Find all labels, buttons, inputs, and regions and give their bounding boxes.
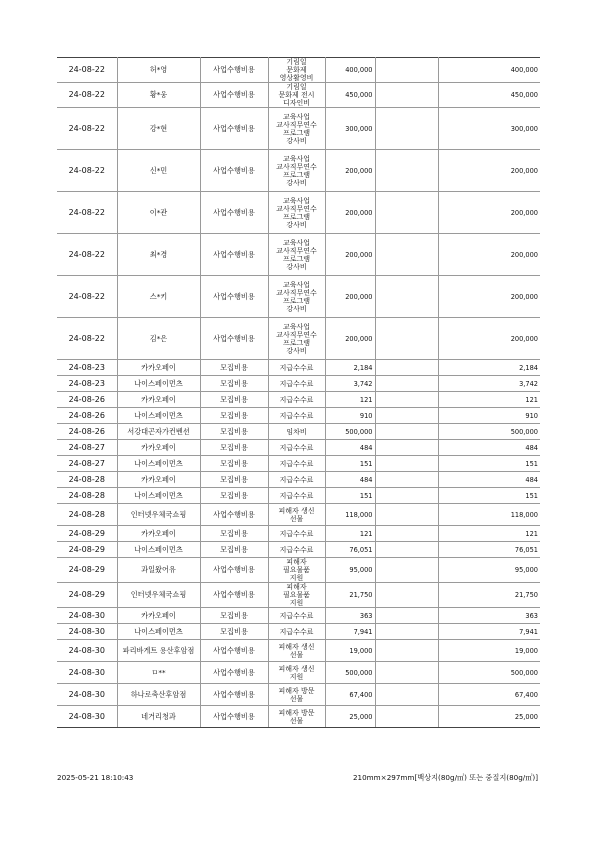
row-category: 사업수행비용	[200, 504, 268, 526]
row-total: 363	[438, 608, 540, 624]
print-timestamp: 2025-05-21 18:10:43	[57, 773, 134, 782]
row-amount: 484	[325, 440, 375, 456]
table-row	[57, 456, 540, 472]
row-total: 500,000	[438, 662, 540, 684]
row-blank	[375, 706, 438, 728]
row-payee: 카카오페이	[117, 608, 200, 624]
row-total: 21,750	[438, 583, 540, 608]
row-amount: 450,000	[325, 83, 375, 108]
row-total: 200,000	[438, 234, 540, 276]
row-amount: 7,941	[325, 624, 375, 640]
row-date: 24-08-22	[57, 318, 117, 360]
row-total: 484	[438, 472, 540, 488]
row-payee: 허*영	[117, 58, 200, 83]
row-amount: 151	[325, 488, 375, 504]
row-amount: 200,000	[325, 318, 375, 360]
table-row	[57, 83, 540, 108]
row-date: 24-08-22	[57, 58, 117, 83]
table-row	[57, 276, 540, 318]
row-date: 24-08-29	[57, 526, 117, 542]
row-payee: 황*웅	[117, 83, 200, 108]
row-date: 24-08-30	[57, 640, 117, 662]
row-category: 사업수행비용	[200, 558, 268, 583]
row-amount: 200,000	[325, 150, 375, 192]
row-payee: 나이스페이먼츠	[117, 542, 200, 558]
row-total: 118,000	[438, 504, 540, 526]
row-item: 지급수수료	[268, 472, 325, 488]
row-amount: 2,184	[325, 360, 375, 376]
row-total: 3,742	[438, 376, 540, 392]
row-date: 24-08-28	[57, 472, 117, 488]
row-category: 모집비용	[200, 488, 268, 504]
row-amount: 19,000	[325, 640, 375, 662]
row-payee: 카카오페이	[117, 440, 200, 456]
row-total: 7,941	[438, 624, 540, 640]
row-payee: 카카오페이	[117, 360, 200, 376]
row-payee: 인터넷우체국쇼핑	[117, 583, 200, 608]
row-payee: 카카오페이	[117, 392, 200, 408]
row-amount: 500,000	[325, 662, 375, 684]
table-row	[57, 472, 540, 488]
row-item: 지급수수료	[268, 360, 325, 376]
row-item: 지급수수료	[268, 456, 325, 472]
row-payee: 스*키	[117, 276, 200, 318]
row-blank	[375, 108, 438, 150]
row-amount: 400,000	[325, 58, 375, 83]
row-blank	[375, 472, 438, 488]
row-amount: 118,000	[325, 504, 375, 526]
row-item: 교육사업 교사직무연수 프로그램 강사비	[268, 150, 325, 192]
row-item: 지급수수료	[268, 488, 325, 504]
row-total: 910	[438, 408, 540, 424]
row-item: 피해자 방문 선물	[268, 684, 325, 706]
row-category: 모집비용	[200, 472, 268, 488]
row-date: 24-08-27	[57, 440, 117, 456]
row-date: 24-08-30	[57, 684, 117, 706]
row-total: 121	[438, 526, 540, 542]
row-category: 사업수행비용	[200, 234, 268, 276]
row-category: 모집비용	[200, 624, 268, 640]
row-item: 지급수수료	[268, 392, 325, 408]
row-date: 24-08-30	[57, 624, 117, 640]
table-row	[57, 640, 540, 662]
row-category: 모집비용	[200, 542, 268, 558]
row-amount: 200,000	[325, 276, 375, 318]
row-amount: 151	[325, 456, 375, 472]
row-blank	[375, 608, 438, 624]
ledger-table	[57, 57, 540, 728]
row-category: 모집비용	[200, 456, 268, 472]
row-blank	[375, 684, 438, 706]
row-blank	[375, 504, 438, 526]
row-category: 모집비용	[200, 608, 268, 624]
row-date: 24-08-28	[57, 488, 117, 504]
row-amount: 484	[325, 472, 375, 488]
row-amount: 200,000	[325, 192, 375, 234]
row-item: 기림일 문화제 전시 디자인비	[268, 83, 325, 108]
row-total: 300,000	[438, 108, 540, 150]
row-blank	[375, 408, 438, 424]
table-row	[57, 392, 540, 408]
row-category: 사업수행비용	[200, 108, 268, 150]
row-blank	[375, 640, 438, 662]
row-payee: 신*민	[117, 150, 200, 192]
table-row	[57, 234, 540, 276]
row-item: 지급수수료	[268, 526, 325, 542]
row-total: 200,000	[438, 276, 540, 318]
row-date: 24-08-29	[57, 583, 117, 608]
row-item: 지급수수료	[268, 608, 325, 624]
table-row	[57, 608, 540, 624]
row-item: 피해자 필요물품 지원	[268, 583, 325, 608]
row-category: 사업수행비용	[200, 706, 268, 728]
row-item: 지급수수료	[268, 376, 325, 392]
row-item: 피해자 생신 선물	[268, 640, 325, 662]
row-blank	[375, 276, 438, 318]
row-amount: 67,400	[325, 684, 375, 706]
ledger-body	[57, 58, 540, 728]
row-date: 24-08-26	[57, 424, 117, 440]
row-date: 24-08-23	[57, 376, 117, 392]
row-payee: 나이스페이먼츠	[117, 376, 200, 392]
row-item: 교육사업 교사직무연수 프로그램 강사비	[268, 234, 325, 276]
table-row	[57, 360, 540, 376]
row-item: 교육사업 교사직무연수 프로그램 강사비	[268, 108, 325, 150]
row-category: 사업수행비용	[200, 276, 268, 318]
table-row	[57, 108, 540, 150]
row-total: 484	[438, 440, 540, 456]
row-payee: 나이스페이먼츠	[117, 488, 200, 504]
row-item: 임차비	[268, 424, 325, 440]
row-blank	[375, 662, 438, 684]
table-row	[57, 504, 540, 526]
row-date: 24-08-26	[57, 392, 117, 408]
row-item: 피해자 생신 지원	[268, 662, 325, 684]
row-payee: 하나로축산후암점	[117, 684, 200, 706]
row-blank	[375, 488, 438, 504]
row-category: 모집비용	[200, 526, 268, 542]
row-date: 24-08-30	[57, 608, 117, 624]
row-category: 사업수행비용	[200, 318, 268, 360]
table-row	[57, 706, 540, 728]
row-amount: 910	[325, 408, 375, 424]
row-date: 24-08-27	[57, 456, 117, 472]
row-blank	[375, 526, 438, 542]
row-payee: 나이스페이먼츠	[117, 408, 200, 424]
row-amount: 121	[325, 392, 375, 408]
row-total: 2,184	[438, 360, 540, 376]
table-row	[57, 58, 540, 83]
row-date: 24-08-23	[57, 360, 117, 376]
row-payee: 서강대곤자가컨벤션	[117, 424, 200, 440]
row-item: 피해자 필요물품 지원	[268, 558, 325, 583]
row-date: 24-08-22	[57, 108, 117, 150]
table-row	[57, 662, 540, 684]
row-date: 24-08-26	[57, 408, 117, 424]
table-row	[57, 376, 540, 392]
row-blank	[375, 234, 438, 276]
row-payee: 나이스페이먼츠	[117, 624, 200, 640]
row-blank	[375, 150, 438, 192]
row-category: 사업수행비용	[200, 684, 268, 706]
table-row	[57, 318, 540, 360]
row-blank	[375, 424, 438, 440]
table-row	[57, 558, 540, 583]
row-date: 24-08-29	[57, 542, 117, 558]
row-amount: 25,000	[325, 706, 375, 728]
row-blank	[375, 558, 438, 583]
row-blank	[375, 58, 438, 83]
row-total: 25,000	[438, 706, 540, 728]
row-blank	[375, 376, 438, 392]
row-total: 95,000	[438, 558, 540, 583]
table-row	[57, 408, 540, 424]
row-item: 지급수수료	[268, 440, 325, 456]
row-category: 사업수행비용	[200, 583, 268, 608]
row-blank	[375, 392, 438, 408]
row-category: 사업수행비용	[200, 640, 268, 662]
row-total: 76,051	[438, 542, 540, 558]
row-total: 19,000	[438, 640, 540, 662]
row-amount: 95,000	[325, 558, 375, 583]
row-payee: 이*관	[117, 192, 200, 234]
table-row	[57, 624, 540, 640]
row-category: 사업수행비용	[200, 192, 268, 234]
row-blank	[375, 542, 438, 558]
row-date: 24-08-22	[57, 276, 117, 318]
row-category: 모집비용	[200, 392, 268, 408]
row-blank	[375, 192, 438, 234]
row-blank	[375, 318, 438, 360]
row-item: 교육사업 교사직무연수 프로그램 강사비	[268, 318, 325, 360]
table-row	[57, 526, 540, 542]
row-item: 지급수수료	[268, 624, 325, 640]
row-total: 200,000	[438, 192, 540, 234]
row-amount: 121	[325, 526, 375, 542]
row-category: 사업수행비용	[200, 150, 268, 192]
table-row	[57, 150, 540, 192]
row-total: 67,400	[438, 684, 540, 706]
row-date: 24-08-29	[57, 558, 117, 583]
table-row	[57, 684, 540, 706]
row-date: 24-08-22	[57, 192, 117, 234]
row-category: 모집비용	[200, 408, 268, 424]
row-item: 지급수수료	[268, 408, 325, 424]
row-total: 400,000	[438, 58, 540, 83]
row-date: 24-08-22	[57, 83, 117, 108]
row-amount: 76,051	[325, 542, 375, 558]
row-blank	[375, 440, 438, 456]
row-item: 피해자 방문 선물	[268, 706, 325, 728]
paper-spec: 210mm×297mm[백상지(80g/㎡) 또는 중질지(80g/㎡)]	[352, 773, 538, 782]
row-total: 151	[438, 488, 540, 504]
row-category: 모집비용	[200, 440, 268, 456]
row-amount: 500,000	[325, 424, 375, 440]
row-date: 24-08-22	[57, 150, 117, 192]
table-row	[57, 542, 540, 558]
row-item: 지급수수료	[268, 542, 325, 558]
row-date: 24-08-22	[57, 234, 117, 276]
row-total: 121	[438, 392, 540, 408]
row-total: 200,000	[438, 318, 540, 360]
row-total: 450,000	[438, 83, 540, 108]
row-amount: 200,000	[325, 234, 375, 276]
table-row	[57, 424, 540, 440]
row-blank	[375, 360, 438, 376]
row-item: 피해자 생신 선물	[268, 504, 325, 526]
row-payee: 과일왔어유	[117, 558, 200, 583]
row-payee: 카카오페이	[117, 472, 200, 488]
row-item: 교육사업 교사직무연수 프로그램 강사비	[268, 276, 325, 318]
row-item: 기림일 문화제 영상활영비	[268, 58, 325, 83]
row-category: 모집비용	[200, 424, 268, 440]
row-amount: 21,750	[325, 583, 375, 608]
row-payee: 카카오페이	[117, 526, 200, 542]
row-total: 200,000	[438, 150, 540, 192]
table-row	[57, 440, 540, 456]
row-payee: 파리바게트 용산후암점	[117, 640, 200, 662]
row-total: 151	[438, 456, 540, 472]
row-payee: 네거리청과	[117, 706, 200, 728]
row-date: 24-08-28	[57, 504, 117, 526]
table-row	[57, 583, 540, 608]
row-payee: ㅁ**	[117, 662, 200, 684]
row-blank	[375, 83, 438, 108]
row-category: 모집비용	[200, 360, 268, 376]
row-blank	[375, 456, 438, 472]
row-payee: 나이스페이먼츠	[117, 456, 200, 472]
row-amount: 363	[325, 608, 375, 624]
row-category: 사업수행비용	[200, 662, 268, 684]
row-payee: 최*경	[117, 234, 200, 276]
row-payee: 강*현	[117, 108, 200, 150]
table-row	[57, 488, 540, 504]
row-payee: 김*은	[117, 318, 200, 360]
row-payee: 인터넷우체국쇼핑	[117, 504, 200, 526]
row-blank	[375, 624, 438, 640]
row-category: 모집비용	[200, 376, 268, 392]
row-total: 500,000	[438, 424, 540, 440]
table-row	[57, 192, 540, 234]
row-category: 사업수행비용	[200, 58, 268, 83]
row-blank	[375, 583, 438, 608]
row-date: 24-08-30	[57, 706, 117, 728]
row-amount: 300,000	[325, 108, 375, 150]
row-item: 교육사업 교사직무연수 프로그램 강사비	[268, 192, 325, 234]
row-date: 24-08-30	[57, 662, 117, 684]
row-amount: 3,742	[325, 376, 375, 392]
row-category: 사업수행비용	[200, 83, 268, 108]
